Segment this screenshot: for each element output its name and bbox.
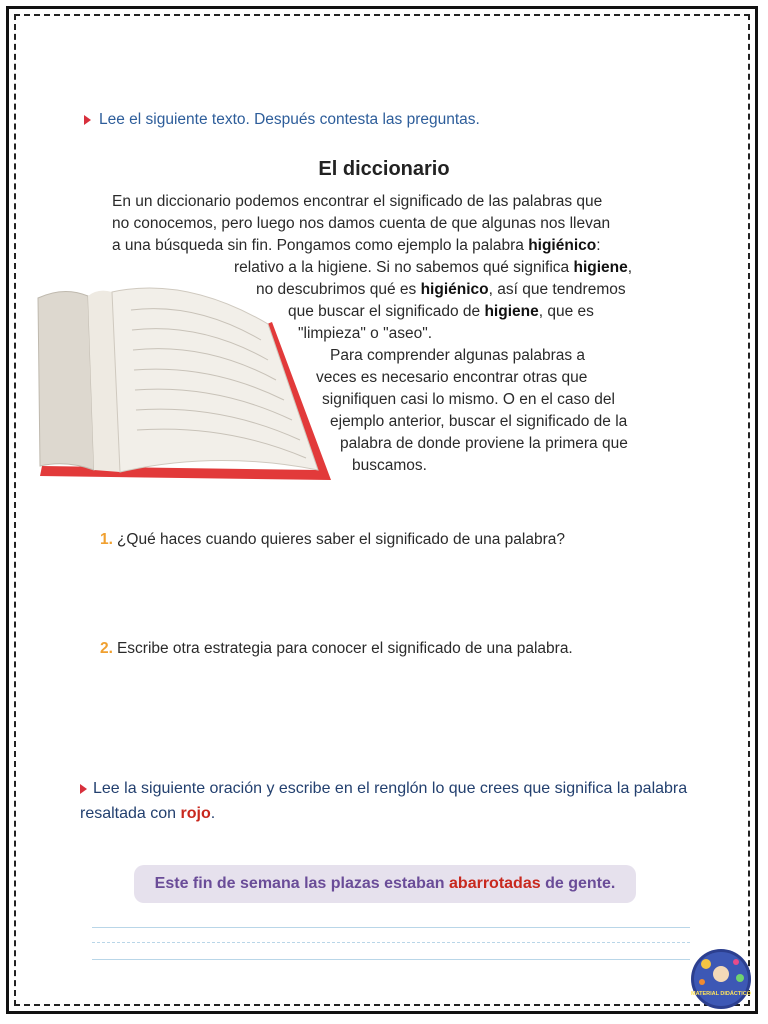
- text-run: :: [596, 237, 601, 254]
- sentence-text: Este fin de semana las plazas estaban: [154, 875, 450, 892]
- triangle-bullet-icon: [80, 784, 87, 794]
- paragraph-line: buscamos.: [352, 457, 427, 474]
- highlighted-word: abarrotadas: [449, 875, 541, 892]
- bold-word: higiene: [484, 303, 539, 320]
- text-run: , así que tendremos: [488, 281, 626, 298]
- paragraph-line: veces es necesario encontrar otras que: [316, 369, 588, 386]
- triangle-bullet-icon: [84, 115, 91, 125]
- instruction-2: [80, 776, 720, 826]
- text-run: a una búsqueda sin fin. Pongamos como ejemplo la palabra: [112, 237, 529, 254]
- paragraph-line: palabra de donde proviene la primera que: [340, 435, 628, 452]
- bold-word: higiénico: [420, 281, 489, 298]
- text-run: no descubrimos qué es: [256, 281, 421, 298]
- paragraph-line: Para comprender algunas palabras a: [330, 347, 586, 364]
- instruction-2-end: .: [210, 805, 216, 822]
- reading-title: El diccionario: [318, 158, 450, 180]
- bold-word: higiénico: [528, 237, 597, 254]
- instruction-2-text: Lee la siguiente oración y escribe en el renglón lo que crees que significa la palabra resaltada con: [80, 780, 688, 822]
- paragraph-line: [288, 303, 594, 321]
- question-number: 2.: [100, 640, 113, 657]
- instruction-1: [84, 111, 480, 129]
- paragraph-line: En un diccionario podemos encontrar el significado de las palabras que: [112, 193, 603, 210]
- question-text: ¿Qué haces cuando quieres saber el significado de una palabra?: [116, 531, 566, 548]
- question-1: [100, 531, 565, 549]
- sentence-box: [134, 865, 636, 903]
- text-run: , que es: [538, 303, 594, 320]
- question-number: 1.: [100, 531, 113, 548]
- text-run: ,: [627, 259, 633, 276]
- logo-label: MATERIAL DIDÁCTICO: [691, 991, 751, 997]
- question-2: [100, 640, 573, 658]
- paragraph-line: [256, 281, 626, 299]
- paragraph-line: ejemplo anterior, buscar el significado de la: [330, 413, 628, 430]
- paragraph-line: "limpieza" o "aseo".: [298, 325, 433, 342]
- writing-guide-line: [92, 942, 690, 943]
- text-run: que buscar el significado de: [288, 303, 485, 320]
- instruction-1-text: Lee el siguiente texto. Después contesta las preguntas.: [99, 111, 480, 128]
- writing-line[interactable]: [92, 927, 690, 928]
- highlighted-word: rojo: [180, 805, 211, 822]
- sentence-text: de gente.: [540, 875, 616, 892]
- bold-word: higiene: [573, 259, 628, 276]
- material-didactico-logo: [690, 948, 752, 1010]
- writing-line[interactable]: [92, 959, 690, 960]
- paragraph-line: no conocemos, pero luego nos damos cuenta de que algunas nos llevan: [112, 215, 611, 232]
- paragraph-line: [112, 237, 601, 255]
- paragraph-line: signifiquen casi lo mismo. O en el caso del: [322, 391, 615, 408]
- text-run: relativo a la higiene. Si no sabemos qué significa: [234, 259, 574, 276]
- paragraph-line: [234, 259, 632, 277]
- question-text: Escribe otra estrategia para conocer el significado de una palabra.: [116, 640, 573, 657]
